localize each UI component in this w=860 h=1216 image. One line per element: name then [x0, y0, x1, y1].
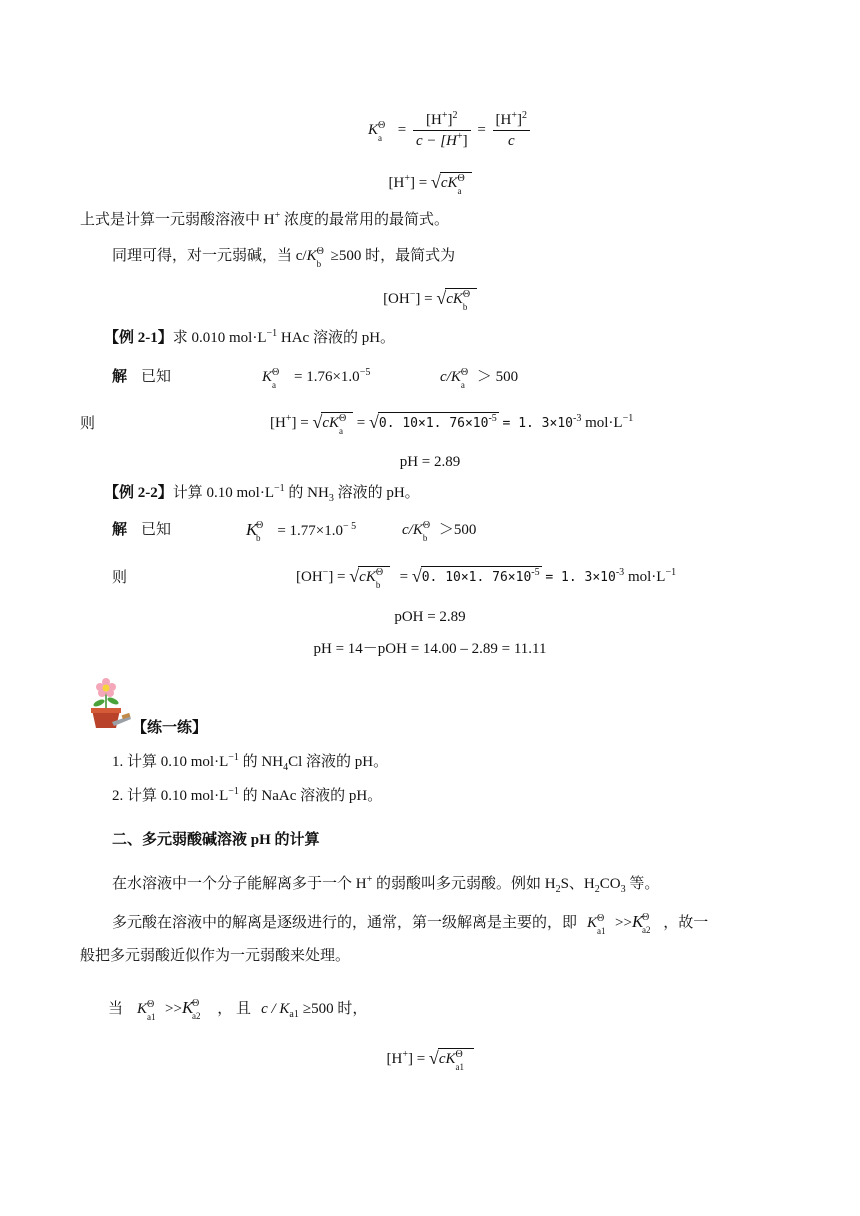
example-2-1-ka-value: K Θ a = $1.76\times 1.0^{-5}$ [262, 367, 371, 390]
equals-sign: = [397, 121, 407, 138]
example-2-1-title: 【例 2-1】求 0.010 $mol\cdot L^{-1}$ HAc 溶液的 pH。 [104, 328, 396, 346]
sqrt-icon: √ [430, 172, 441, 192]
example-2-2-oh-calc: [OH−] = √cK Θ b = √0. 10×1. $76\times 10^{-5} = 1$. $3\times 10^{-3}$ $mol\cdot L^{-1}$ [296, 566, 677, 590]
practice-title: 【练一练】 [132, 720, 208, 736]
paragraph-simplest-formula: 上式是计算一元弱酸溶液中 H+ 浓度的最常用的最简式。 [80, 210, 449, 228]
example-2-1-then: 则 [80, 416, 96, 432]
equation-oh-concentration: [OH−] = √cK Θ b [0, 288, 860, 309]
example-2-2-kb-value: K Θ b = $1.77\times 1.0^{- 5}$ [246, 520, 357, 543]
example-2-1-condition: c/K Θ a ＞ 500 [440, 367, 519, 390]
practice-item-1: 1. 计算 0.10 $mol\cdot L^{-1}$ 的 $NH_4Cl$ 溶液的 pH。 [112, 752, 389, 773]
example-2-1-known: 解 已知 [112, 369, 172, 385]
fraction-2: $\frac{[H^+]^2}{c}$ [493, 110, 530, 151]
example-2-1-ph: pH = 2.89 [399, 454, 461, 470]
section-2-heading: 二、多元弱酸碱溶液 pH 的计算 [112, 832, 320, 848]
practice-item-2: 2. 计算 0.10 $mol\cdot L^{-1}$ 的 NaAc 溶液的 pH。 [112, 786, 383, 804]
example-2-2-then: 则 [112, 570, 128, 586]
example-2-2-title: 【例 2-2】计算 0.10 $mol\cdot L^{-1}$ 的 $NH_3$ 溶液的 pH。 [104, 483, 420, 504]
sqrt-icon: √ [312, 412, 323, 432]
sqrt-icon: √ [368, 412, 379, 432]
example-2-2-poh: pOH = 2.89 [394, 609, 466, 625]
equation-h-polyprotic: [H+] = √cK Θ a1 [0, 1048, 860, 1069]
equals-sign-2: = [477, 121, 486, 138]
example-2-2-known: 解 已知 [112, 522, 172, 538]
equation-ka-expression [368, 110, 533, 156]
fraction-1: $\frac{[H^+]^2}{c - [H^+]}$ [413, 110, 471, 151]
paragraph-stepwise-dissociation-cont: 般把多元弱酸近似作为一元弱酸来处理。 [80, 948, 351, 964]
flower-pot-icon [86, 676, 132, 732]
example-2-2-ph: pH = 14－pOH = 14.00 – 2.89 = 11.11 [313, 641, 547, 657]
sqrt-icon: √ [428, 1048, 439, 1068]
ka-symbol: K Θ a [368, 119, 386, 143]
paragraph-stepwise-dissociation: 多元酸在溶液中的解离是逐级进行的，通常，第一级解离是主要的，即 K Θ a1 >>K Θ a2 ，故一 [112, 912, 709, 936]
sqrt-icon: √ [411, 566, 422, 586]
paragraph-weak-base: 同理可得，对一元弱碱，当 c/K Θ b ≥500 时，最简式为 [112, 246, 456, 269]
example-2-1-h-calc: [H+] = √cK Θ a = √0. 10×1. $76\times 10^{-5} = 1$. $3\times 10^{-3}$ $mol\cdot L^{-1}$ [270, 412, 634, 436]
paragraph-condition: 当 K Θ a1 >>K Θ a2 ， 且 $c / K_{a1} \ge 500$ 时， [108, 998, 368, 1022]
paragraph-polyprotic-acid: 在水溶液中一个分子能解离多于一个 H+ 的弱酸叫多元弱酸。例如 $H_2S$、$H_2CO_3$ 等。 [112, 874, 660, 895]
sqrt-icon: √ [436, 288, 447, 308]
example-2-2-condition: c/K Θ b ＞500 [402, 520, 477, 543]
equation-h-concentration: [H+] = √cK Θ a [0, 172, 860, 193]
sqrt-icon: √ [349, 566, 360, 586]
